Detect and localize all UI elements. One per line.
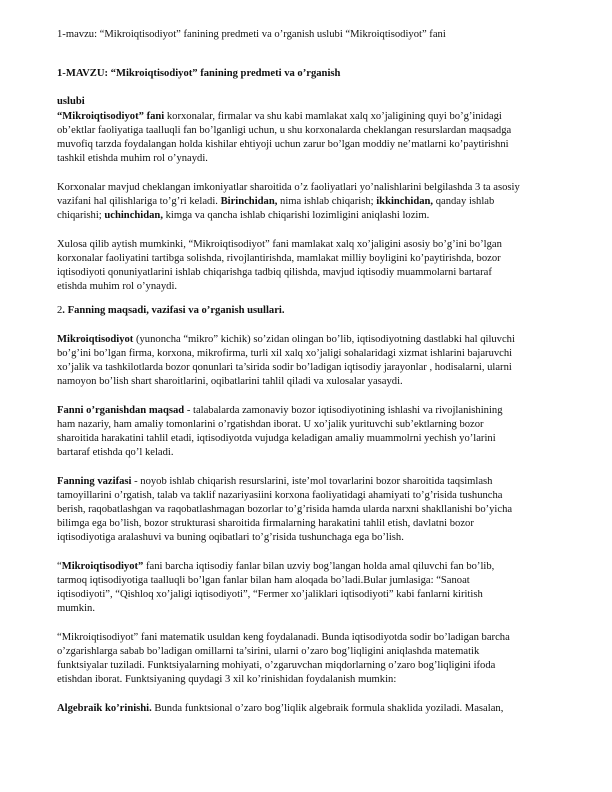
p5-line-2: ham nazariy, ham amaliy tomonlarini o’rgatishdan iborat. U xo’jalik yurituvchi sub’ektlarning bozor [57,419,484,430]
p2-line-3 [57,209,429,224]
p3-line-2: korxonalar faoliyatini tartibga solishda, rivojlantirishda, mamlakat milliy boyligini ko’paytirishda, bozor [57,253,501,264]
p8-line-4: etishdan iborat. Funktsiyaning quydagi 3 xil ko’rinishidan foydalanish mumkin: [57,674,397,685]
p4-line-4: namoyon bo’lish shart sharoitlarini, oqibatlarini tahlil qiladi va xulosalar yasaydi. [57,376,403,387]
p2-text-3c: kimga va qancha ishlab chiqarishi lozimligini aniqlashi lozim. [162,210,430,221]
p7-line-3: iqtisodiyoti”, “Qishloq xo’jaligi iqtisodiyoti”, “Fermer xo’jaliklari iqtisodiyoti” kabi fanlarni kiritish [57,589,483,600]
p5-line-3: sharoitida harakatini tahlil etadi, iqtisodiyotda vujudga keladigan amaliy muammolrni yechish yo’larini [57,433,496,444]
p6-line-4: bilimga ega bo’lish, bozor strukturasi sharoitida firmalarning harakatini tahlil etish, davlatni bozor [57,518,474,529]
p8-line-3: funktsiyalar tuziladi. Funktsiyalarning mohiyati, o’zgaruvchan miqdorlarning o’zaro bog’liqligini ifoda [57,660,496,671]
p7-line-4: mumkin. [57,603,95,614]
p8-line-1: “Mikroiqtisodiyot” fani matematik usuldan keng foydalanadi. Bunda iqtisodiyotda sodir bo’ladigan barcha [57,632,510,643]
topic-title [57,67,340,82]
section-2-heading [57,304,285,319]
p7-text-1: fani barcha iqtisodiy fanlar bilan uzviy bog’langan holda amal qiluvchi fan bo’lib, [143,561,495,572]
p3-line-3: iqtisodiyoti qonuniyatlarini ishlab chiqarishga tadbiq qilishda, mavjud iqtisodiy muammolarni bartaraf [57,267,492,278]
p4-line-2: bo’g’ini bo’lgan firma, korxona, mikrofirma, turli xil xalq xo’jaligi sohalaridagi xizmat ishlarini bajaruvchi [57,348,513,359]
p2-text-2e: qanday ishlab [433,196,495,207]
p1-line-2: ob’ektlar faoliyatiga taalluqli fan bo’lganligi uchun, u shu korxonalarda cheklangan resurslardan maqsadga [57,125,512,136]
p1-line-1 [57,110,502,125]
p1-line-4: tashkil etishda muhim rol o’ynaydi. [57,153,208,164]
p2-third: uchinchidan, [104,210,163,221]
p5-line-1 [57,404,503,419]
section-2-title: . Fanning maqsadi, vazifasi va o’rganish usullari. [62,305,285,316]
p2-text-2c: nima ishlab chiqarish; [277,196,377,207]
p2-text-2a: vazifani hal qilishlariga to’g’ri keladi. [57,196,221,207]
p1-line-3: muvofiq tarzda foydalangan holda kishilar ehtiyoji uchun zarur bo’lgan moddiy ne’matlarni ko’paytirishni [57,139,509,150]
p2-line-1: Korxonalar mavjud cheklangan imkoniyatlar sharoitida o’z faoliyatlari yo’nalishlarini belgilashda 3 ta asosiy [57,182,520,193]
section-2-number: 2 [57,305,63,316]
p1-bold-term: “Mikroiqtisodiyot” fani [57,111,165,122]
p7-open-quote: “ [57,561,62,572]
topic-title-cont [57,95,85,110]
p7-line-1 [57,560,494,575]
header-line: 1-mavzu: “Mikroiqtisodiyot” fanining predmeti va o’rganish uslubi “Mikroiqtisodiyot” fani [57,29,446,40]
p6-line-5: iqtisodiyotiga aralashuvi va buning oqibatlari to’g’risida tushunchaga ega bo’lish. [57,532,404,543]
p2-second: ikkinchidan, [376,196,434,207]
p2-text-3a: chiqarishi; [57,210,105,221]
p8-line-2: o’zgarishlarga sabab bo’ladigan omillarni ta’sirini, ularni o’zaro bog’liqligini aniqlashda matematik [57,646,480,657]
p6-line-1 [57,475,492,490]
p6-bold-term: Fanning vazifasi [57,476,132,487]
p5-text-1: - talabalarda zamonaviy bozor iqtisodiyotining ishlashi va rivojlanishining [184,405,503,416]
p2-first: Birinchidan, [220,196,278,207]
p5-line-4: bartaraf etishda qo’l keladi. [57,447,174,458]
p9-line-1 [57,702,503,717]
p6-text-1: - noyob ishlab chiqarish resurslarini, iste’mol tovarlarini bozor sharoitida taqsimlash [131,476,493,487]
p9-bold-term: Algebraik ko’rinishi. [57,703,152,714]
p9-text-1: Bunda funktsional o’zaro bog’liqlik algebraik formula shaklida yoziladi. Masalan, [151,703,504,714]
topic-title-line-2: uslubi [57,96,85,107]
p7-line-2: tarmoq iqtisodiyotiga taalluqli bo’lgan fanlar bilan ham aloqada bo’ladi.Bular jumlasiga: “Sanoat [57,575,470,586]
p2-line-2 [57,195,494,210]
p7-bold-term: Mikroiqtisodiyot” [61,561,144,572]
p1-text-1: korxonalar, firmalar va shu kabi mamlakat xalq xo’jaligining quyi bo’g’inidagi [164,111,502,122]
p4-text-1: (yunoncha “mikro” kichik) so’zidan olingan bo’lib, iqtisodiyotning dastlabki hal qiluvchi [133,334,515,345]
p4-line-1 [57,333,515,348]
p4-bold-term: Mikroiqtisodiyot [57,334,134,345]
p4-line-3: xo’jalik va tashkilotlarda bozor qonunlari ta’sirida sodir bo’ladigan iqtisodiy jarayonlar , hodisalarni, ularni [57,362,512,373]
p3-line-4: etishda muhim rol o’ynaydi. [57,281,178,292]
p5-bold-term: Fanni o’rganishdan maqsad [57,405,185,416]
p6-line-3: berish, raqobatlashgan va raqobatlashmagan bozorlar to’g’risida hamda ularda narxni shakllanishi bo’yicha [57,504,513,515]
p3-line-1: Xulosa qilib aytish mumkinki, “Mikroiqtisodiyot” fani mamlakat xalq xo’jaligini asosiy bo’g’ini bo’lgan [57,239,502,250]
p6-line-2: tamoyillarini o’rgatish, talab va taklif nazariyasiini korxona faoliyatidagi ahamiyati to’g’risida tushuncha [57,490,503,501]
topic-title-line-1: 1-MAVZU: “Mikroiqtisodiyot” fanining predmeti va o’rganish [57,68,341,79]
